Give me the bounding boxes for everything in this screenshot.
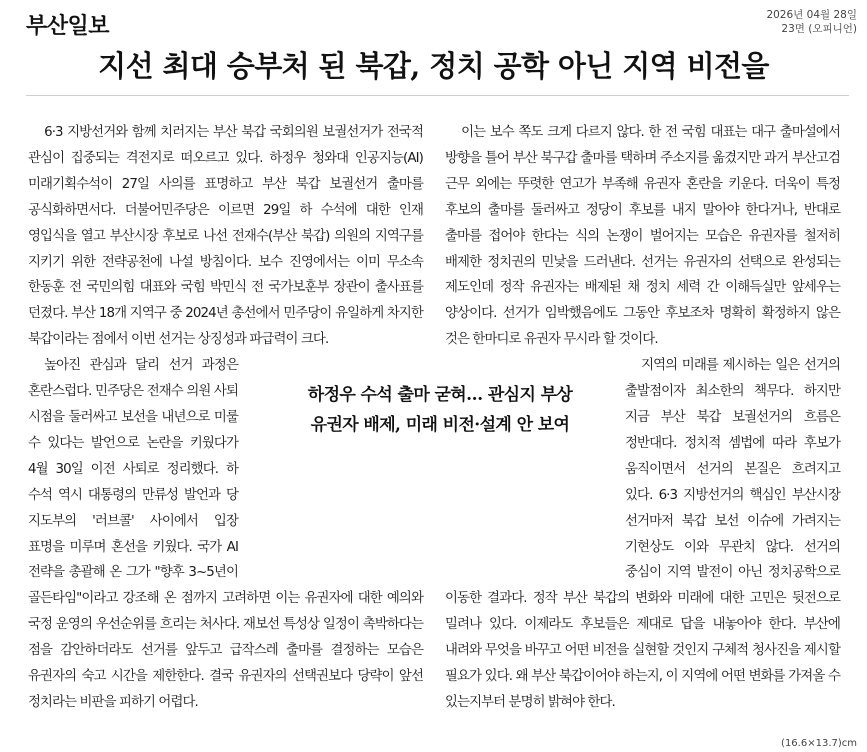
page-section: 23면 (오피니언)	[781, 23, 857, 35]
headline-rule	[26, 95, 849, 96]
subhead-box	[270, 380, 610, 440]
paragraph: 지역의 미래를 제시하는 일은 선거의 출발점이자 최소한의 책무다. 하지만 지금 부산 북갑 보궐선거의 흐름은 정반대다. 정치적 셈법에 따라 후보가 움직이면서 선거의 본질은 흐려지고 있다. 6·3 지방선거의 핵심인 부산시장 선거마저 북갑 보선 이슈에 가려지는 기현상도 이와 무관치 않다. 선거의 중심이 지역 발전이 아닌 정치공학으로 이동한 결과다. 정작 부산 북갑의 변화와 미래에 대한 고민은 뒷전으로 밀려나 있다. 이제라도 후보들은 제대로 답을 내놓아야 한다. 부산에 내려와 무엇을 바꾸고 어떤 비전을 실현할 것인지 구체적 청사진을 제시할 필요가 있다. 왜 부산 북갑이어야 하는지, 이 지역에 어떤 변화를 가져올 수 있는지부터 분명히 밝혀야 한다.	[445, 358, 840, 710]
publication-date: 2026년 04월 28일	[766, 9, 857, 21]
dateline	[766, 8, 857, 36]
paragraph: 6·3 지방선거와 함께 치러지는 부산 북갑 국회의원 보궐선거가 전국적 관심이 집중되는 격전지로 떠오르고 있다. 하정우 청와대 인공지능(AI) 미래기획수석이 27일 사의를 표명하고 부산 북갑 보궐선거 출마를 공식화하면서다. 더불어민주당은 이르면 29일 하 수석에 대한 인재 영입식을 열고 부산시장 후보로 나선 전재수(부산 북갑) 의원의 지역구를 지키기 위한 전략공천에 나설 방침이다. 보수 진영에서는 이미 무소속 한동훈 전 국민의힘 대표와 국힘 박민식 전 국가보훈부 장관이 출사표를 던졌다. 부산 18개 지역구 중 2024년 총선에서 민주당이 유일하게 차지한 북갑이라는 점에서 이번 선거는 상징성과 파급력이 크다.	[28, 125, 423, 348]
paragraph: 높아진 관심과 달리 선거 과정은 혼란스럽다. 민주당은 전재수 의원 사퇴 시점을 둘러싸고 보선을 내년으로 미룰 수 있다는 발언으로 논란을 키웠다가 4월 30일 이전 사퇴로 정리했다. 하 수석 역시 대통령의 만류성 발언과 당 지도부의 '러브콜' 사이에서 입장 표명을 미루며 혼선을 키웠다. 국가 AI 전략을 총괄해 온 그가 "향후 3~5년이 골든타임"이라고 강조해 온 점까지 고려하면 이는 유권자에 대한 예의와 국정 운영의 우선순위를 흐리는 처사다. 재보선 특성상 일정이 촉박하다는 점을 감안하더라도 선거를 앞두고 급작스레 출마를 결정하는 모습은 유권자의 숙고 시간을 제한한다. 결국 유권자의 선택권보다 당략이 앞선 정치라는 비판을 피하기 어렵다.	[28, 358, 423, 710]
subhead-line: 하정우 수석 출마 굳혀… 관심지 부상	[307, 385, 573, 405]
headline: 지선 최대 승부처 된 북갑, 정치 공학 아닌 지역 비전을	[98, 49, 769, 83]
paragraph: 이는 보수 쪽도 크게 다르지 않다. 한 전 국힘 대표는 대구 출마설에서 방향을 틀어 부산 북구갑 출마를 택하며 주소지를 옮겼지만 과거 부산고검 근무 외에는 뚜렷한 연고가 부족해 유권자 혼란을 키운다. 더욱이 특정 후보의 출마를 둘러싸고 정당이 후보를 내지 말아야 한다거나, 반대로 출마를 접어야 한다는 식의 논쟁이 벌어지는 모습은 유권자를 철저히 배제한 정치권의 민낯을 드러낸다. 선거는 유권자의 선택으로 완성되는 제도인데 정작 유권자는 배제된 채 정치 세력 간 이해득실만 앞세우는 양상이다. 선거가 임박했음에도 그동안 후보조차 명확히 확정하지 않은 것은 한마디로 유권자 무시라 할 것이다.	[445, 125, 840, 348]
subhead-line: 유권자 배제, 미래 비전·설계 안 보여	[310, 415, 570, 435]
article-size-note: (16.6×13.7)cm	[781, 738, 857, 749]
masthead-logo: 부산일보	[26, 14, 110, 39]
